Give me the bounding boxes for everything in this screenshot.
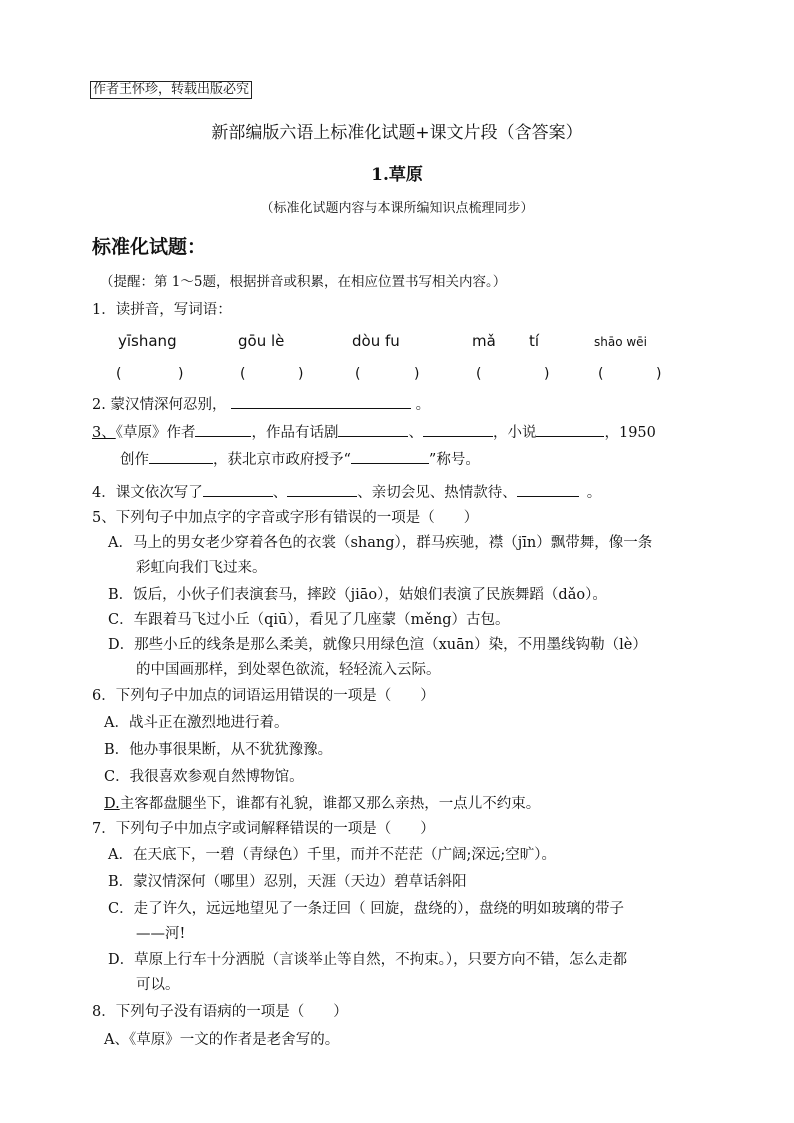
pinyin-3: dòu fu [352, 332, 400, 350]
option-text: 主客都盘腿坐下，谁都有礼貌，谁都又那么亲热，一点儿不约束。 [119, 796, 541, 812]
pinyin-2: gōu lè [238, 332, 285, 350]
question-5-option-d-cont: 的中国画那样，到处翠色欲流，轻轻流入云际。 [136, 662, 441, 678]
subtitle: （标准化试题内容与本课所编知识点梳理同步） [260, 201, 534, 216]
answer-paren-open: ( [355, 366, 361, 382]
question-2-text: 蒙汉情深何忍别， [110, 397, 227, 413]
answer-paren-close: ) [298, 366, 304, 382]
pinyin-4a: mǎ [472, 332, 496, 350]
question-7-option-d: D．草原上行车十分洒脱（言谈举止等自然，不拘束。），只要方向不错，怎么走都 [108, 952, 628, 968]
question-4-text: 、亲切会见、热情款待、 [357, 485, 517, 501]
answer-paren-close: ) [178, 366, 184, 382]
question-3-text: 创作 [120, 452, 149, 468]
answer-blank[interactable] [231, 395, 411, 409]
pinyin-4b: tí [529, 332, 540, 350]
question-2 [92, 393, 430, 414]
answer-blank[interactable] [338, 423, 408, 437]
answer-blank[interactable] [195, 423, 251, 437]
question-7-option-c-cont: ——河! [136, 926, 186, 942]
question-3-line-1 [92, 421, 656, 442]
question-4-text: 4．课文依次写了 [92, 485, 203, 501]
question-6-option-a: A．战斗正在激烈地进行着。 [104, 715, 289, 731]
answer-paren-open: ( [476, 366, 482, 382]
question-5-option-a-cont: 彩虹向我们飞过来。 [136, 560, 267, 576]
answer-blank[interactable] [517, 483, 579, 497]
document-title: 新部编版六语上标准化试题+课文片段（含答案） [211, 123, 583, 143]
question-7-option-a: A．在天底下，一碧（青绿色）千里，而并不茫茫（广阔;深远;空旷）。 [108, 847, 556, 863]
question-4-end: 。 [586, 485, 602, 501]
question-3-text: 、 [408, 425, 423, 441]
pinyin-1: yīshang [118, 332, 177, 350]
tip-text: （提醒：第 1～5题，根据拼音或积累，在相应位置书写相关内容。） [100, 274, 507, 290]
question-7-option-d-cont: 可以。 [136, 977, 180, 993]
answer-blank[interactable] [423, 423, 493, 437]
question-3-text: ，小说 [492, 425, 537, 441]
question-3-text: ，获北京市政府授予 [213, 452, 344, 468]
question-3-number: 3、 [92, 425, 116, 441]
answer-paren-close: ) [414, 366, 420, 382]
answer-blank[interactable] [351, 450, 429, 464]
answer-paren-close: ) [544, 366, 550, 382]
question-5-stem: 5、下列句子中加点字的字音或字形有错误的一项是（ ） [92, 510, 479, 526]
answer-paren-close: ) [656, 366, 662, 382]
option-label: D. [104, 796, 120, 812]
question-7-stem: 7．下列句子中加点字或词解释错误的一项是（ ） [92, 821, 435, 837]
answer-paren-open: ( [598, 366, 604, 382]
answer-blank[interactable] [149, 450, 213, 464]
question-5-option-b: B．饭后，小伙子们表演套马，摔跤（jiāo），姑娘们表演了民族舞蹈（dǎo）。 [108, 587, 607, 603]
question-3-text: ，作品有话剧 [251, 425, 339, 441]
answer-paren-open: ( [240, 366, 246, 382]
question-8-stem: 8．下列句子没有语病的一项是（ ） [92, 1004, 348, 1020]
question-1-stem: 1．读拼音，写词语： [92, 302, 232, 318]
answer-blank[interactable] [287, 483, 357, 497]
answer-blank[interactable] [536, 423, 604, 437]
question-4 [92, 481, 601, 502]
question-3-text: 《草原》作者 [115, 425, 196, 441]
question-6-option-b: B．他办事很果断，从不犹犹豫豫。 [104, 742, 333, 758]
section-heading: 标准化试题： [92, 236, 207, 258]
question-5-option-d: D．那些小丘的线条是那么柔美，就像只用绿色渲（xuān）染，不用墨线钩勒（lè） [108, 637, 647, 653]
answer-blank[interactable] [203, 483, 273, 497]
lesson-title: 1.草原 [371, 165, 423, 185]
question-2-number: 2. [92, 397, 106, 413]
question-7-option-b: B．蒙汉情深何（哪里）忍别，天涯（天边）碧草话斜阳 [108, 874, 467, 890]
answer-paren-open: ( [116, 366, 122, 382]
question-7-option-c: C．走了许久，远远地望见了一条迂回（ 回旋，盘绕的），盘绕的明如玻璃的带子 [108, 901, 624, 917]
question-3-text: “ [343, 452, 351, 468]
question-6-option-d [104, 792, 540, 813]
question-2-end: 。 [415, 397, 431, 413]
question-6-stem: 6．下列句子中加点的词语运用错误的一项是（ ） [92, 688, 435, 704]
question-8-option-a: A、《草原》一文的作者是老舍写的。 [104, 1032, 340, 1048]
question-3-text: ，1950 [604, 425, 656, 441]
question-4-text: 、 [272, 485, 288, 501]
pinyin-5: shāo wēi [594, 335, 647, 349]
question-5-option-a: A．马上的男女老少穿着各色的衣裳（shang），群马疾驰，襟（jīn）飘带舞，像一条 [108, 535, 653, 551]
question-6-option-c: C．我很喜欢参观自然博物馆。 [104, 769, 304, 785]
question-5-option-c: C．车跟着马飞过小丘（qiū），看见了几座蒙（měng）古包。 [108, 612, 510, 628]
question-3-text: ”称号。 [428, 452, 480, 468]
question-3-line-2 [120, 448, 480, 469]
author-note: 作者王怀珍，转载出版必究 [90, 81, 252, 99]
